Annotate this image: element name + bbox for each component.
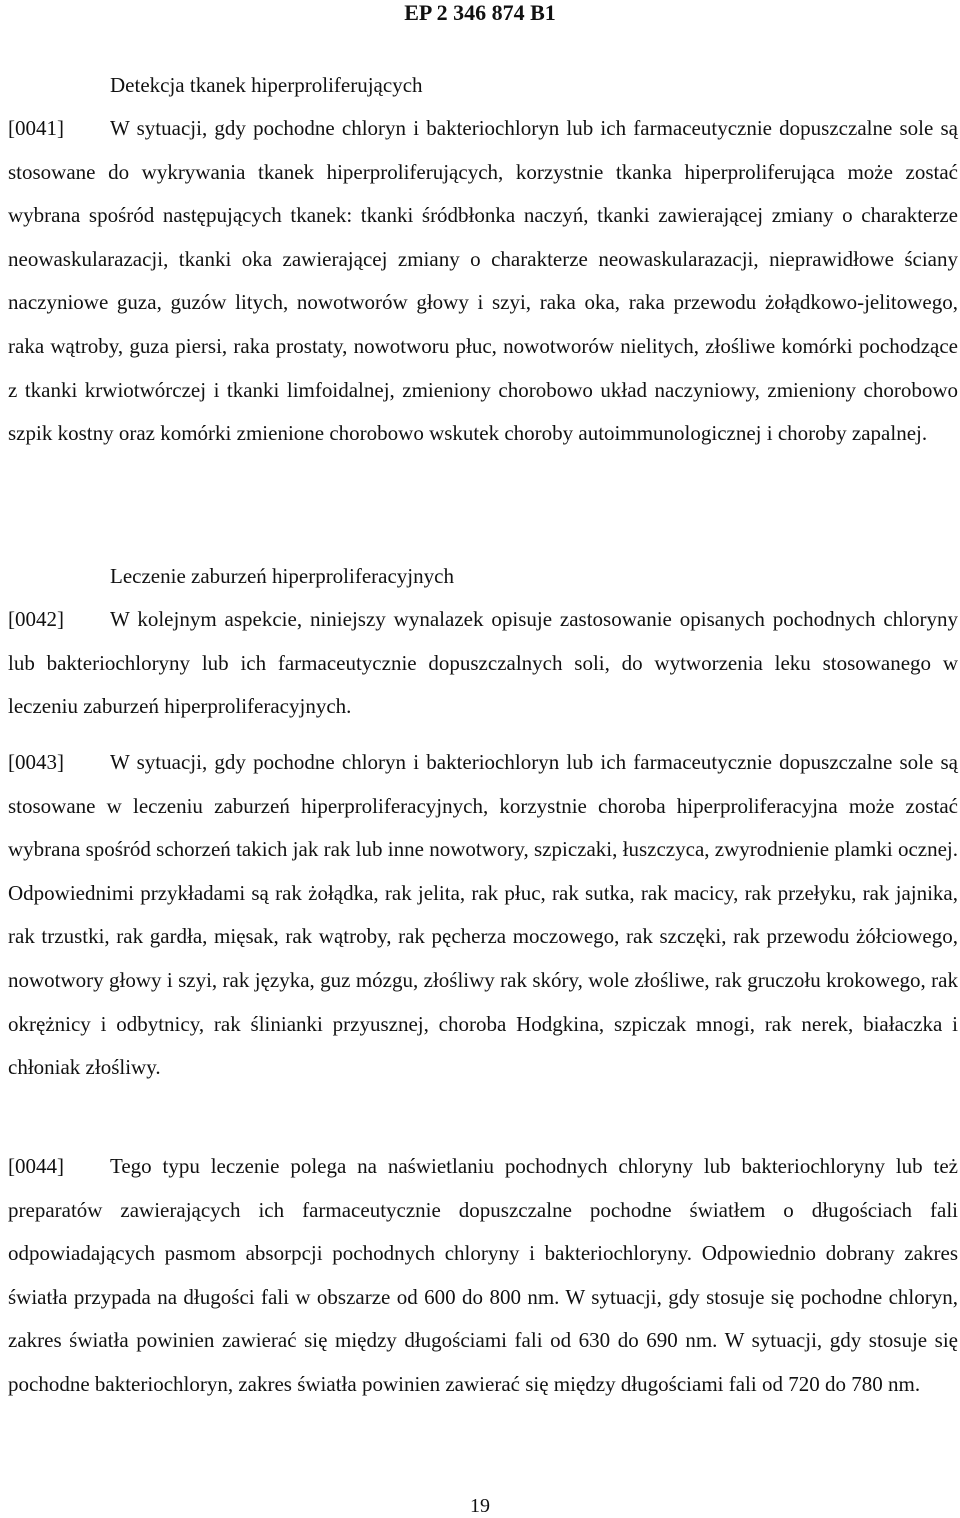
section-heading-treatment: Leczenie zaburzeń hiperproliferacyjnych [110,564,454,588]
paragraph-number: [0043] [8,750,64,774]
patent-number-header: EP 2 346 874 B1 [404,0,556,25]
paragraph-0043 [8,741,958,1090]
paragraph-text: Tego typu leczenie polega na naświetlaniu pochodnych chloryny lub bakteriochloryny lub też preparatów zawierających ich farmaceutycznie dopuszczalne pochodne światłem o długościach fali odpowiadających pasmom absorpcji pochodnych chloryny i bakteriochloryny. Odpowiednio dobrany zakres światła przypada na długości fali w obszarze od 600 do 800 nm. W sytuacji, gdy stosuje się pochodne chloryn, zakres światła powinien zawierać się między długościami fali od 630 do 690 nm. W sytuacji, gdy stosuje się pochodne bakteriochloryn, zakres światła powinien zawierać się między długościami fali od 720 do 780 nm. [8,1154,958,1396]
paragraph-text: W kolejnym aspekcie, niniejszy wynalazek opisuje zastosowanie opisanych pochodnych chloryny lub bakteriochloryny lub ich farmaceutycznie dopuszczalnych soli, do wytworzenia leku stosowanego w leczeniu zaburzeń hiperproliferacyjnych. [8,607,958,719]
paragraph-0042 [8,598,958,729]
page-number: 19 [470,1495,490,1517]
paragraph-text: W sytuacji, gdy pochodne chloryn i bakteriochloryn lub ich farmaceutycznie dopuszczalne sole są stosowane w leczeniu zaburzeń hiperproliferacyjnych, korzystnie choroba hiperproliferacyjna może zostać wybrana spośród schorzeń takich jak rak lub inne nowotwory, szpiczaki, łuszczyca, zwyrodnienie plamki ocznej. Odpowiednimi przykładami są rak żołądka, rak jelita, rak płuc, rak sutka, rak macicy, rak przełyku, rak jajnika, rak trzustki, rak gardła, mięsak, rak wątroby, rak pęcherza moczowego, rak szczęki, rak przewodu żółciowego, nowotwory głowy i szyi, rak języka, guz mózgu, złośliwy rak skóry, wole złośliwe, rak gruczołu krokowego, rak okrężnicy i odbytnicy, rak ślinianki przyusznej, choroba Hodgkina, szpiczak mnogi, rak nerek, białaczka i chłoniak złośliwy. [8,750,958,1080]
section-heading-detection: Detekcja tkanek hiperproliferujących [110,73,423,97]
paragraph-text: W sytuacji, gdy pochodne chloryn i bakteriochloryn lub ich farmaceutycznie dopuszczalne sole są stosowane do wykrywania tkanek hiperproliferujących, korzystnie tkanka hiperproliferująca może zostać wybrana spośród następujących tkanek: tkanki śródbłonka naczyń, tkanki zawierającej zmiany o charakterze neowaskularazacji, tkanki oka zawierającej zmiany o charakterze neowaskularazacji, nieprawidłowe ściany naczyniowe guza, guzów litych, nowotworów głowy i szyi, raka oka, raka przewodu żołądkowo-jelitowego, raka wątroby, guza piersi, raka prostaty, nowotworu płuc, nowotworów nielitych, złośliwe komórki pochodzące z tkanki krwiotwórczej i tkanki limfoidalnej, zmieniony chorobowo układ naczyniowy, zmieniony chorobowo szpik kostny oraz komórki zmienione chorobowo wskutek choroby autoimmunologicznej i choroby zapalnej. [8,116,958,446]
paragraph-number: [0042] [8,607,64,631]
paragraph-number: [0041] [8,116,64,140]
paragraph-number: [0044] [8,1154,64,1178]
paragraph-0044 [8,1145,958,1407]
paragraph-0041 [8,107,958,456]
